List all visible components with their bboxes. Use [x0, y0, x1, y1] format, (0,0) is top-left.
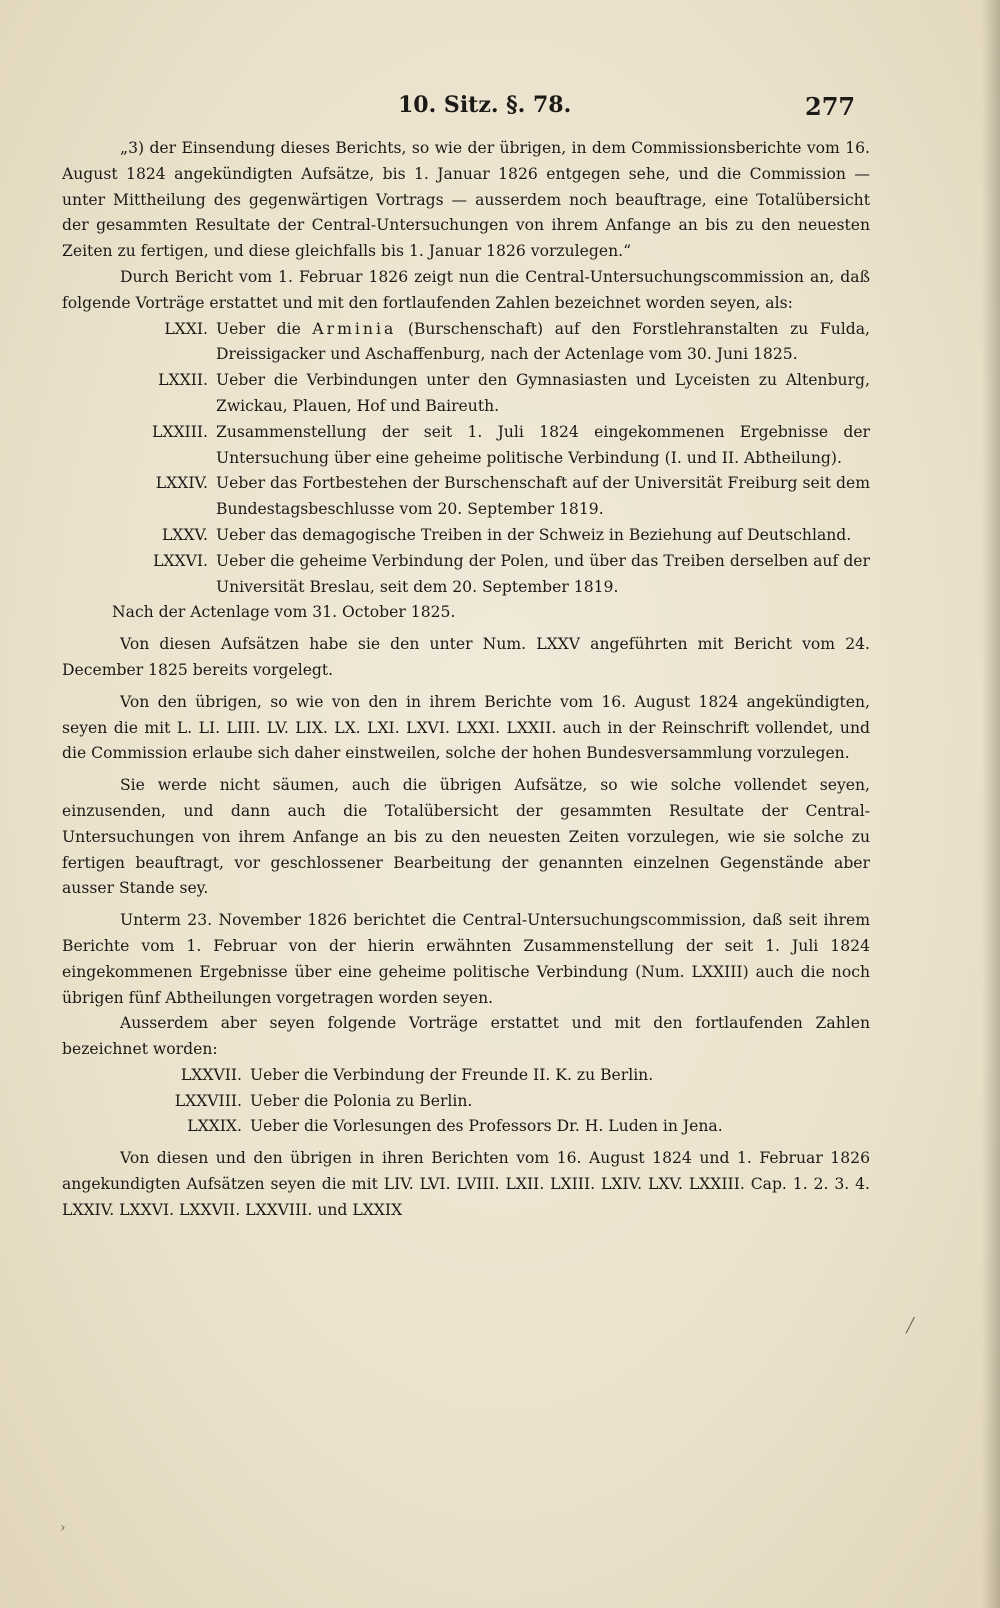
item-number: LXXII. [158, 371, 208, 390]
report-list-2 [62, 1063, 870, 1140]
list-item [62, 549, 870, 601]
item-text: Ueber die Verbindungen unter den Gymnasiasten und Lyceisten zu Altenburg, Zwickau, Plauen, Hof und Baireuth. [216, 371, 870, 415]
page-shadow [982, 0, 1000, 1608]
paragraph: Von diesen Aufsätzen habe sie den unter Num. LXXV angeführten mit Bericht vom 24. December 1825 bereits vorgelegt. [62, 635, 870, 679]
item-number: LXXVII. [180, 1065, 242, 1084]
item-number: LXXIV. [155, 474, 208, 493]
page-number: 277 [805, 92, 856, 121]
margin-mark: ╱ [906, 1318, 915, 1334]
paragraph: Nach der Actenlage vom 31. October 1825. [112, 603, 456, 622]
item-text: Ueber die Verbindung der Freunde II. K. zu Berlin. [250, 1065, 654, 1084]
report-list [62, 317, 870, 601]
list-item [62, 317, 870, 369]
paragraph: Von diesen und den übrigen in ihren Berichten vom 16. August 1824 und 1. Februar 1826 angekundigten Aufsätzen seyen die mit LIV. LVI. LVIII. LXII. LXIII. LXIV. LXV. LXXIII. Cap. 1. 2. 3. 4. LXXIV. LXXVI. LXXVII. LXXVIII. und LXXIX [62, 1149, 870, 1219]
item-text [216, 317, 870, 369]
paragraph: Sie werde nicht säumen, auch die übrigen Aufsätze, so wie solche vollendet seyen, einzusenden, und dann auch die Totalübersicht der gesammten Resultate der Central-Untersuchungen von ihrem Anfange an bis zu den neuesten Zeiten vorzulegen, wie sie solche zu fertigen beauftragt, vor geschlossener Bearbeitung der genannten einzelnen Gegenstände aber ausser Stande sey. [62, 776, 870, 898]
item-text: Ueber die Polonia zu Berlin. [250, 1091, 473, 1110]
margin-mark: › [60, 1520, 66, 1536]
page-body [62, 136, 870, 1224]
paragraph: Durch Bericht vom 1. Februar 1826 zeigt nun die Central-Untersuchungscommission an, daß folgende Vorträge erstattet und mit den fortlaufenden Zahlen bezeichnet worden seyen, als: [62, 267, 870, 312]
item-number: LXXVIII. [174, 1091, 242, 1110]
item-text: Zusammenstellung der seit 1. Juli 1824 eingekommenen Ergebnisse der Untersuchung über eine geheime politische Verbindung (I. und II. Abtheilung). [216, 422, 870, 467]
item-number: LXXIII. [152, 422, 208, 441]
running-header [0, 92, 1000, 128]
list-item [62, 1063, 870, 1089]
list-item [62, 420, 870, 472]
item-number: LXXI. [164, 319, 208, 338]
list-item [62, 368, 870, 420]
item-text: Ueber das demagogische Treiben in der Schweiz in Beziehung auf Deutschland. [216, 525, 852, 544]
list-item [62, 471, 870, 523]
item-number: LXXVI. [153, 551, 208, 570]
item-text: Ueber die Vorlesungen des Professors Dr. H. Luden in Jena. [250, 1117, 723, 1136]
item-text: Ueber das Fortbestehen der Burschenschaft auf der Universität Freiburg seit dem Bundestagsbeschlusse vom 20. September 1819. [216, 474, 870, 519]
item-text-rest: (Burschenschaft) auf den Forstlehranstalten zu Fulda, Dreissigacker und Aschaffenburg, nach der Actenlage vom 30. Juni 1825. [216, 319, 870, 364]
item-text: Ueber die geheime Verbindung der Polen, und über das Treiben derselben auf der Universität Breslau, seit dem 20. September 1819. [216, 551, 870, 596]
item-spaced-word: Arminia [312, 319, 397, 338]
paragraph: Von den übrigen, so wie von den in ihrem Berichte vom 16. August 1824 angekündigten, seyen die mit L. LI. LIII. LV. LIX. LX. LXI. LXVI. LXXI. LXXII. auch in der Reinschrift vollendet, und die Commission erlaube sich daher einstweilen, solche der hohen Bundesversammlung vorzulegen. [62, 692, 870, 763]
item-number: LXXIX. [187, 1117, 242, 1136]
item-number: LXXV. [161, 525, 208, 544]
paragraph: Ausserdem aber seyen folgende Vorträge erstattet und mit den fortlaufenden Zahlen bezeichnet worden: [62, 1014, 870, 1059]
paragraph: „3) der Einsendung dieses Berichts, so wie der übrigen, in dem Commissionsberichte vom 16. August 1824 angekündigten Aufsätze, bis 1. Januar 1826 entgegen sehe, und die Commission — unter Mittheilung des gegenwärtigen Vortrags — ausserdem noch beauftrage, eine Totalübersicht der gesammten Resultate der Central-Untersuchungen von ihrem Anfange an bis zu den neuesten Zeiten zu fertigen, und diese gleichfalls bis 1. Januar 1826 vorzulegen.“ [62, 139, 870, 261]
paragraph: Unterm 23. November 1826 berichtet die Central-Untersuchungscommission, daß seit ihrem Berichte vom 1. Februar von der hierin erwähnten Zusammenstellung der seit 1. Juli 1824 eingekommenen Ergebnisse über eine geheime politische Verbindung (Num. LXXIII) auch die noch übrigen fünf Abtheilungen vorgetragen worden seyen. [62, 911, 870, 1007]
section-reference: 10. Sitz. §. 78. [398, 92, 572, 118]
list-item [62, 1114, 870, 1140]
list-item [62, 1089, 870, 1115]
list-item [62, 523, 870, 549]
item-text-lead: Ueber die [216, 319, 313, 338]
